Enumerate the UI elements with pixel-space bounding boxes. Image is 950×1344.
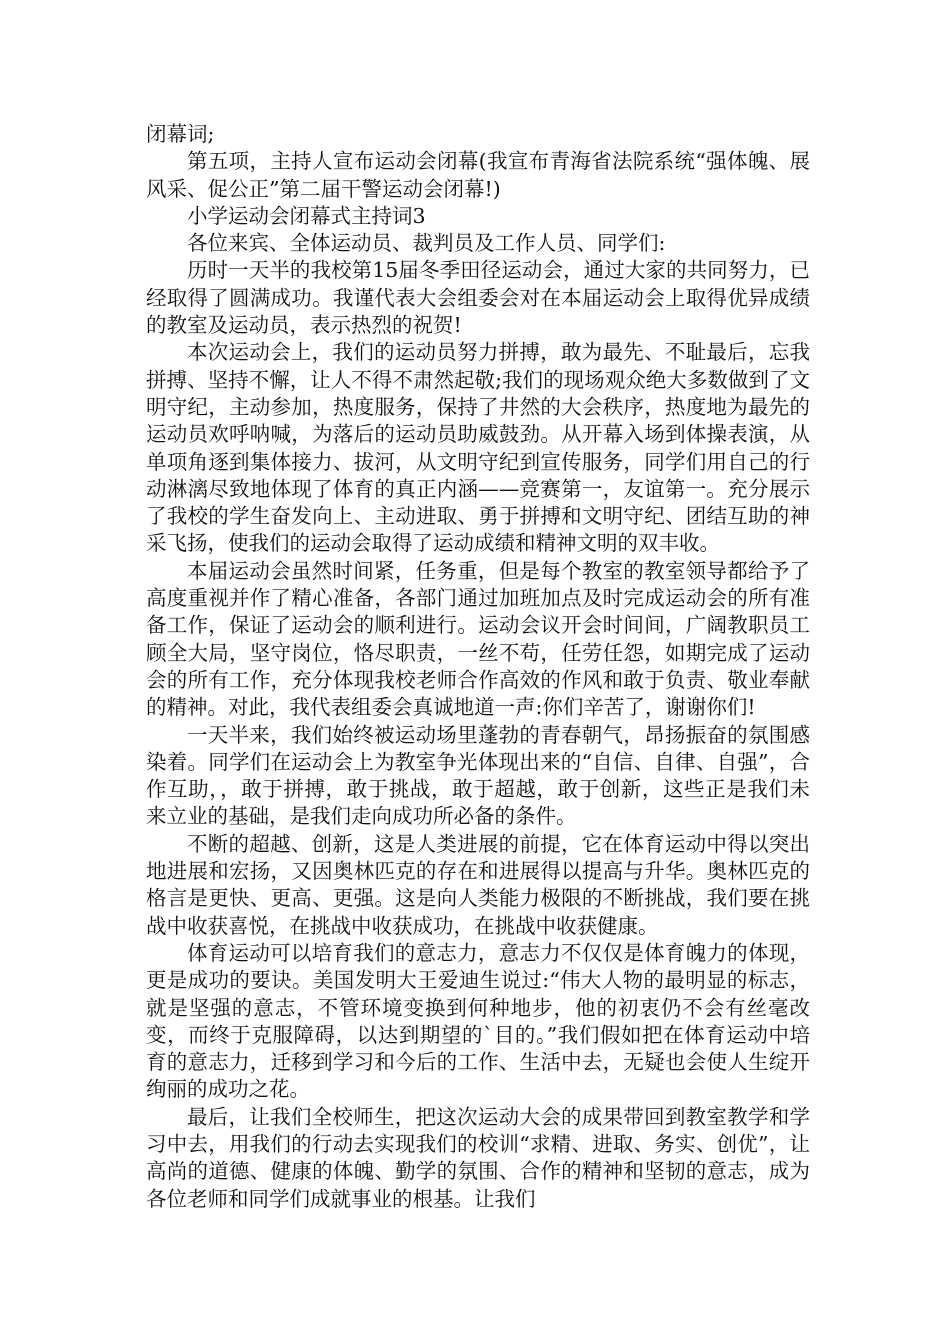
document-body: [146, 121, 810, 1213]
paragraph-opening: 历时一天半的我校第15届冬季田径运动会，通过大家的共同努力，已经取得了圆满成功。我谨代表大会组委会对在本届运动会上取得优异成绩的教室及运动员，表示热烈的祝贺!: [146, 258, 810, 338]
paragraph-closing-speech-label: 闭幕词;: [146, 122, 215, 146]
paragraph-final: 最后，让我们全校师生，把这次运动大会的成果带回到教室教学和学习中去，用我们的行动去实现我们的校训“求精、进取、务实、创优”，让高尚的道德、健康的体魄、勤学的氛围、合作的精神和坚韧的意志，成为各位老师和同学们成就事业的根基。让我们: [146, 1104, 810, 1211]
paragraph-athletes: 本次运动会上，我们的运动员努力拼搏，敢为最先、不耻最后，忘我拼搏、坚持不懈，让人不得不肃然起敬;我们的现场观众绝大多数做到了文明守纪，主动参加，热度服务，保持了井然的大会秩序，热度地为最先的运动员欢呼呐喊，为落后的运动员助威鼓劲。从开幕入场到体操表演，从单项角逐到集体接力、拔河，从文明守纪到宣传服务，同学们用自己的行动淋漓尽致地体现了体育的真正内涵——竞赛第一，友谊第一。充分展示了我校的学生奋发向上、主动进取、勇于拼搏和文明守纪、团结互助的神采飞扬，使我们的运动会取得了运动成绩和精神文明的双丰收。: [146, 340, 810, 556]
paragraph-staff: 本届运动会虽然时间紧，任务重，但是每个教室的教室领导都给予了高度重视并作了精心准备，各部门通过加班加点及时完成运动会的所有准备工作，保证了运动会的顺利进行。运动会议开会时间间，广阔教职员工顾全大局，坚守岗位，恪尽职责，一丝不苟，任劳任怨，如期完成了运动会的所有工作，充分体现我校老师合作高效的作风和敢于负责、敬业奉献的精神。对此，我代表组委会真诚地道一声:你们辛苦了，谢谢你们!: [146, 558, 810, 720]
paragraph-salutation: 各位来宾、全体运动员、裁判员及工作人员、同学们:: [187, 231, 666, 256]
paragraph-section-title: 小学运动会闭幕式主持词3: [187, 203, 426, 228]
paragraph-spirit: 一天半来，我们始终被运动场里蓬勃的青春朝气，昂扬振奋的氛围感染着。同学们在运动会上为教室争光体现出来的“自信、自律、自强”，合作互助，，敢于拼搏，敢于挑战，敢于超越，敢于创新，这些正是我们未来立业的基础，是我们走向成功所必备的条件。: [146, 722, 810, 829]
paragraph-willpower: 体育运动可以培育我们的意志力，意志力不仅仅是体育魄力的体现，更是成功的要诀。美国发明大王爱迪生说过:“伟大人物的最明显的标志，就是坚强的意志，不管环境变换到何种地步，他的初衷仍不会有丝毫改变，而终于克服障碍，以达到期望的`目的。”我们假如把在体育运动中培育的意志力，迁移到学习和今后的工作、生活中去，无疑也会使人生绽开绚丽的成功之花。: [146, 940, 810, 1102]
paragraph-olympic: 不断的超越、创新，这是人类进展的前提，它在体育运动中得以突出地进展和宏扬，又因奥林匹克的存在和进展得以提高与升华。奥林匹克的格言是更快、更高、更强。这是向人类能力极限的不断挑战，我们要在挑战中收获喜悦，在挑战中收获成功，在挑战中收获健康。: [146, 831, 810, 938]
paragraph-item-five: 第五项，主持人宣布运动会闭幕(我宣布青海省法院系统“强体魄、展风采、促公正”第二届干警运动会闭幕!): [146, 149, 810, 201]
